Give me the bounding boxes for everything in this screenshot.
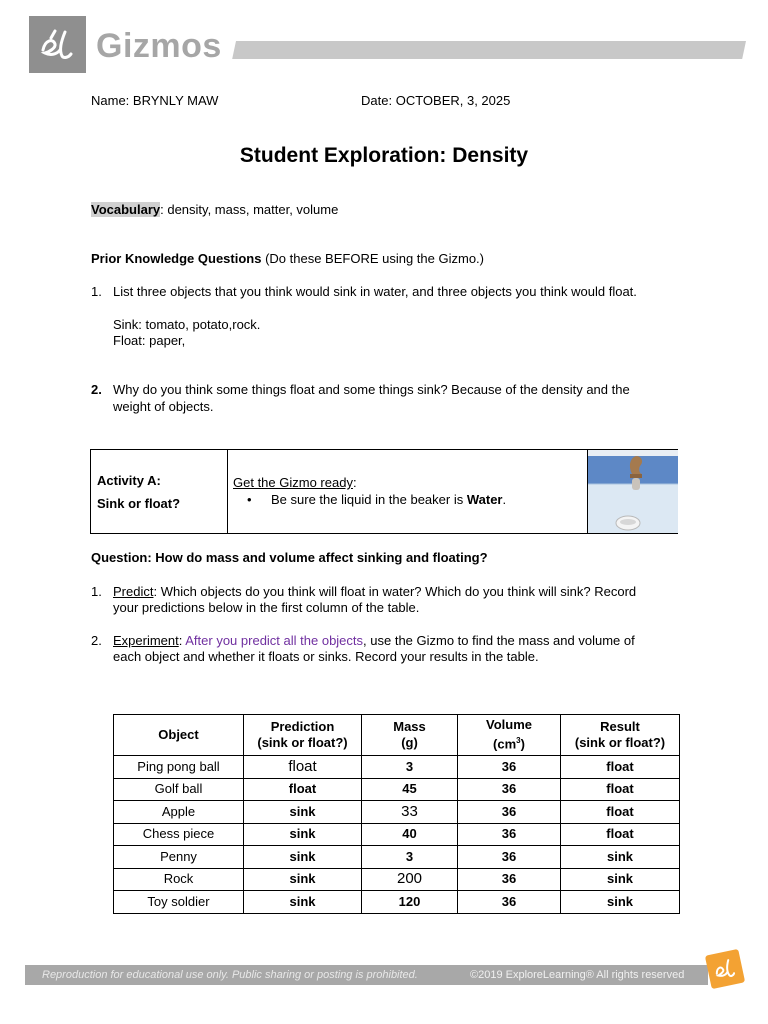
experiment-colon: : <box>178 633 186 648</box>
page-title: Student Exploration: Density <box>239 144 529 167</box>
gizmo-ready-label: Get the Gizmo ready <box>233 475 353 490</box>
cell-result: float <box>561 823 680 846</box>
date-label: Date: <box>361 93 393 108</box>
cell-mass: 3 <box>362 756 458 779</box>
cell-object: Rock <box>114 868 244 891</box>
date-line <box>361 93 510 109</box>
gizmo-ready-colon: : <box>352 475 357 490</box>
item2-line-1 <box>113 633 635 649</box>
cell-mass: 200 <box>362 868 458 891</box>
predict-label: Predict <box>113 584 154 599</box>
cell-volume: 36 <box>458 778 561 801</box>
beaker-icon <box>588 450 678 533</box>
cell-prediction: float <box>244 756 362 779</box>
prior-knowledge-title: Prior Knowledge Questions <box>91 251 262 266</box>
cell-prediction: sink <box>244 846 362 869</box>
item1-line-2: your predictions below in the first column of the table. <box>113 600 420 615</box>
cell-result: sink <box>561 891 680 914</box>
beaker-image <box>587 450 678 533</box>
cell-mass: 120 <box>362 891 458 914</box>
el-logo-icon <box>29 16 86 73</box>
header-volume: Volume $(cm^3)$ <box>458 715 561 756</box>
footer-disclaimer: Reproduction for educational use only. Public sharing or posting is prohibited. <box>42 969 418 981</box>
cell-prediction: sink <box>244 801 362 824</box>
cell-result: sink <box>561 868 680 891</box>
cell-volume: 36 <box>458 846 561 869</box>
table-row <box>114 756 680 779</box>
cell-object: Apple <box>114 801 244 824</box>
item2-number: 2. <box>91 633 102 648</box>
el-logo-icon <box>705 949 745 989</box>
cell-result: sink <box>561 846 680 869</box>
header-prediction: Prediction (sink or float?) <box>244 715 362 756</box>
activity-label: Activity A: <box>97 473 161 488</box>
experiment-label: Experiment <box>113 633 179 648</box>
table-row <box>114 846 680 869</box>
q1-sink-answer: Sink: tomato, potato,rock. <box>113 317 261 332</box>
cell-prediction: sink <box>244 891 362 914</box>
name-label: Name: <box>91 93 130 108</box>
q1-text: List three objects that you think would sink in water, and three objects you think would float. <box>113 284 637 299</box>
header-object: Object <box>114 715 244 756</box>
table-row <box>114 801 680 824</box>
header-bar <box>232 41 746 59</box>
cell-mass: 3 <box>362 846 458 869</box>
bullet-dot-icon: • <box>247 492 252 507</box>
cell-volume: 36 <box>458 823 561 846</box>
cell-object: Penny <box>114 846 244 869</box>
item1-line-1 <box>113 584 636 600</box>
cell-object: Chess piece <box>114 823 244 846</box>
cell-prediction: sink <box>244 823 362 846</box>
footer-copyright: ©2019 ExploreLearning® All rights reserved <box>470 969 685 981</box>
activity-subtitle: Sink or float? <box>97 496 181 511</box>
footer-logo <box>705 949 745 989</box>
cell-mass: 45 <box>362 778 458 801</box>
item1-number: 1. <box>91 584 102 599</box>
q2-line-2: weight of objects. <box>113 399 214 414</box>
table-row <box>114 891 680 914</box>
vocabulary-line <box>91 202 338 218</box>
date-value: OCTOBER, 3, 2025 <box>395 93 511 108</box>
cell-result: float <box>561 778 680 801</box>
q2-number: 2. <box>91 382 102 397</box>
q2-line-1: Why do you think some things float and some things sink? Because of the density and the <box>113 382 630 397</box>
cell-object: Ping pong ball <box>114 756 244 779</box>
cell-volume: 36 <box>458 801 561 824</box>
table-row <box>114 778 680 801</box>
cell-volume: 36 <box>458 891 561 914</box>
prior-knowledge-heading <box>91 251 484 267</box>
cell-prediction: sink <box>244 868 362 891</box>
item2-line-2: each object and whether it floats or sinks. Record your results in the table. <box>113 649 539 664</box>
bullet-text <box>271 492 506 508</box>
cell-volume: 36 <box>458 756 561 779</box>
gizmo-ready-heading <box>233 475 357 491</box>
cell-result: float <box>561 801 680 824</box>
results-table <box>113 714 680 914</box>
cell-object: Golf ball <box>114 778 244 801</box>
cell-prediction: float <box>244 778 362 801</box>
cell-mass: 33 <box>362 801 458 824</box>
vocabulary-terms: : density, mass, matter, volume <box>160 202 339 217</box>
cell-mass: 40 <box>362 823 458 846</box>
gizmos-logo <box>29 16 86 73</box>
experiment-highlight: After you predict all the objects <box>185 633 364 648</box>
bullet-text-bold: Water <box>466 492 503 507</box>
table-row <box>114 868 680 891</box>
q1-number: 1. <box>91 284 102 299</box>
item1-text: : Which objects do you think will float in water? Which do you think will sink? Record <box>153 584 637 599</box>
question-heading: Question: How do mass and volume affect sinking and floating? <box>91 550 488 565</box>
activity-label-cell <box>91 450 228 533</box>
table-header-row <box>114 715 680 756</box>
vocabulary-label: Vocabulary <box>91 202 161 217</box>
name-value: BRYNLY MAW <box>132 93 219 108</box>
activity-box <box>90 449 678 534</box>
table-row <box>114 823 680 846</box>
name-line <box>91 93 218 109</box>
bullet-text-main: Be sure the liquid in the beaker is <box>271 492 467 507</box>
brand-title: Gizmos <box>96 27 222 65</box>
item2-text: , use the Gizmo to find the mass and volume of <box>363 633 635 648</box>
prior-knowledge-note: (Do these BEFORE using the Gizmo.) <box>261 251 484 266</box>
header-mass: Mass (g) <box>362 715 458 756</box>
cell-volume: 36 <box>458 868 561 891</box>
q1-float-answer: Float: paper, <box>113 333 186 348</box>
cell-result: float <box>561 756 680 779</box>
cell-object: Toy soldier <box>114 891 244 914</box>
header-result: Result (sink or float?) <box>561 715 680 756</box>
bullet-text-end: . <box>502 492 507 507</box>
